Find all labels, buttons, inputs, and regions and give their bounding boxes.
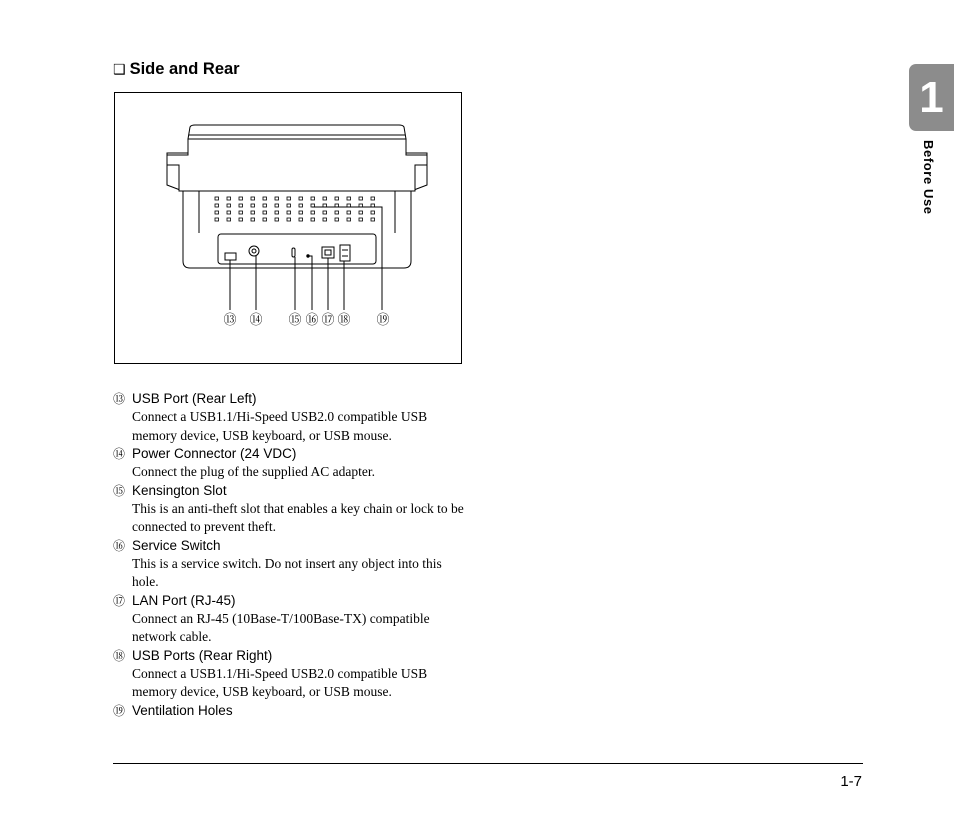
chapter-tab bbox=[909, 64, 954, 131]
item-number: ⑮ bbox=[113, 483, 126, 498]
item-title: Kensington Slot bbox=[132, 482, 227, 498]
item-number: ⑰ bbox=[113, 593, 126, 608]
callout-19: ⑲ bbox=[376, 313, 390, 328]
item-number: ⑭ bbox=[113, 447, 126, 461]
item-description: Connect the plug of the supplied AC adapter. bbox=[132, 464, 375, 479]
scanner-drawing bbox=[115, 93, 463, 365]
callout-13: ⑬ bbox=[223, 313, 237, 328]
item-title: USB Port (Rear Left) bbox=[132, 391, 257, 406]
item-description: This is an anti-theft slot that enables a key chain or lock to be connected to prevent theft. bbox=[132, 500, 464, 534]
list-item bbox=[113, 702, 473, 720]
parts-list bbox=[113, 390, 473, 720]
chapter-label: Before Use bbox=[921, 140, 936, 215]
item-title: Power Connector (24 VDC) bbox=[132, 446, 297, 461]
item-title: Service Switch bbox=[132, 537, 221, 553]
checkbox-bullet-icon: ❑ bbox=[113, 62, 126, 78]
callout-16: ⑯ bbox=[305, 313, 319, 328]
callout-14: ⑭ bbox=[249, 313, 263, 328]
section-title: Side and Rear bbox=[129, 60, 240, 78]
item-number: ⑲ bbox=[113, 703, 126, 718]
item-description: Connect an RJ-45 (10Base-T/100Base-TX) compatible network cable. bbox=[132, 610, 430, 644]
section-heading bbox=[113, 60, 240, 79]
item-number: ⑬ bbox=[113, 392, 126, 406]
item-title: LAN Port (RJ-45) bbox=[132, 592, 236, 608]
list-item bbox=[113, 537, 473, 592]
item-description: This is a service switch. Do not insert any object into this hole. bbox=[132, 555, 442, 589]
item-title: Ventilation Holes bbox=[132, 702, 233, 718]
chapter-number: 1 bbox=[919, 73, 944, 122]
item-number: ⑯ bbox=[113, 538, 126, 553]
callout-15: ⑮ bbox=[288, 313, 302, 328]
list-item bbox=[113, 445, 473, 482]
item-description: Connect a USB1.1/Hi-Speed USB2.0 compatible USB memory device, USB keyboard, or USB mouse. bbox=[132, 665, 428, 699]
list-item bbox=[113, 592, 473, 647]
list-item bbox=[113, 482, 473, 537]
list-item bbox=[113, 390, 473, 445]
item-description: Connect a USB1.1/Hi-Speed USB2.0 compatible USB memory device, USB keyboard, or USB mouse. bbox=[132, 409, 428, 443]
callout-17: ⑰ bbox=[321, 313, 335, 328]
scanner-rear-illustration bbox=[114, 92, 462, 364]
item-number: ⑱ bbox=[113, 648, 126, 663]
list-item bbox=[113, 647, 473, 702]
callout-18: ⑱ bbox=[337, 313, 351, 328]
footer-divider bbox=[113, 763, 863, 764]
item-title: USB Ports (Rear Right) bbox=[132, 647, 273, 663]
page-number: 1-7 bbox=[840, 773, 862, 790]
